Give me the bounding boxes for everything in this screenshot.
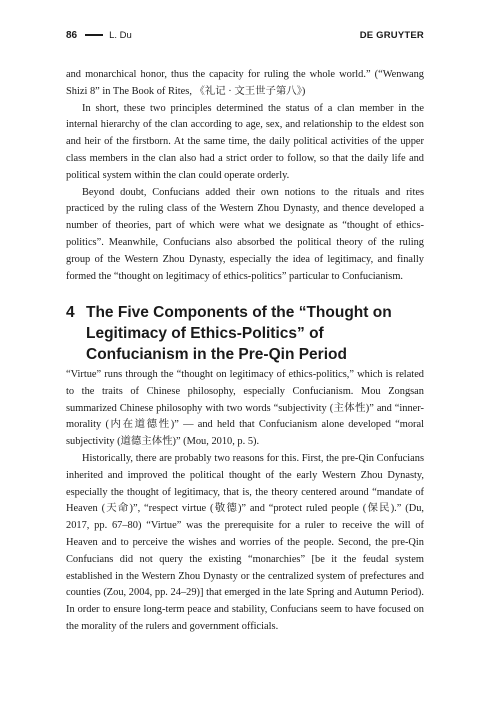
header-dash xyxy=(85,34,103,36)
running-author: L. Du xyxy=(109,29,132,41)
publisher-name: DE GRUYTER xyxy=(359,29,424,41)
paragraph: Historically, there are probably two reasons for this. First, the pre-Qin Confucians inherited and improved the political thought of the early Western Zhou Dynasty, especially the thought of legitimacy, that is, the theory centered around “mandate of Heaven (天命)”, “respect virtue (敬德)” and “protect ruled people (保民).” (Du, 2017, pp. 67–80) “Virtue” was the prerequisite for a ruler to receive the will of Heaven and to perceive the wishes and worries of the people. Second, the pre-Qin Confucians did not query the existing “monarchies” [be it the feudal system established in the Western Zhou Dynasty or the centralized system of prefectures and counties (Zou, 2004, pp. 24–29)] that emerged in the late Spring and Autumn Period). In order to ensure long-term peace and stability, Confucians seem to have focused on the morality of the rulers and government officials. xyxy=(66,452,424,632)
section-title: The Five Components of the “Thought on Legitimacy of Ethics-Politics” of Confucianism in the Pre-Qin Period xyxy=(86,304,392,363)
paragraph: and monarchical honor, thus the capacity for ruling the whole world.” (“Wenwang Shizi 8” in The Book of Rites, 《礼记 · 文王世子第八》) xyxy=(66,69,424,97)
page-number: 86 xyxy=(66,29,78,41)
body-text-bottom xyxy=(66,367,424,636)
body-text-top xyxy=(66,67,424,285)
section-number: 4 xyxy=(66,304,75,321)
paragraph: Beyond doubt, Confucians added their own notions to the rituals and rites practiced by the ruling class of the Western Zhou Dynasty, and thence developed a number of theories, part of which were what we designate as “thought of ethics-politics”. Meanwhile, Confucians also absorbed the political theory of the ruling group of the Western Zhou Dynasty, especially the idea of legitimacy, and finally formed the “thought on legitimacy of ethics-politics” particular to Confucianism. xyxy=(66,186,424,282)
section-heading xyxy=(66,302,426,365)
paragraph: “Virtue” runs through the “thought on legitimacy of ethics-politics,” which is related to the traits of Chinese philosophy, especially Confucianism. Mou Zongsan summarized Chinese philosophy with two words “subjectivity (主体性)” and “inner-morality (内在道德性)” — and held that Confucianism alone developed “moral subjectivity (道德主体性)” (Mou, 2010, p. 5). xyxy=(66,369,424,448)
running-header xyxy=(66,27,424,43)
paragraph: In short, these two principles determined the status of a clan member in the internal hierarchy of the clan according to age, sex, and relationship to the eldest son and heir of the firstborn. At the same time, the daily political activities of the upper class members in the clan also had a strict order to follow, so that the daily life and political system within the clan could operate orderly. xyxy=(66,102,424,181)
